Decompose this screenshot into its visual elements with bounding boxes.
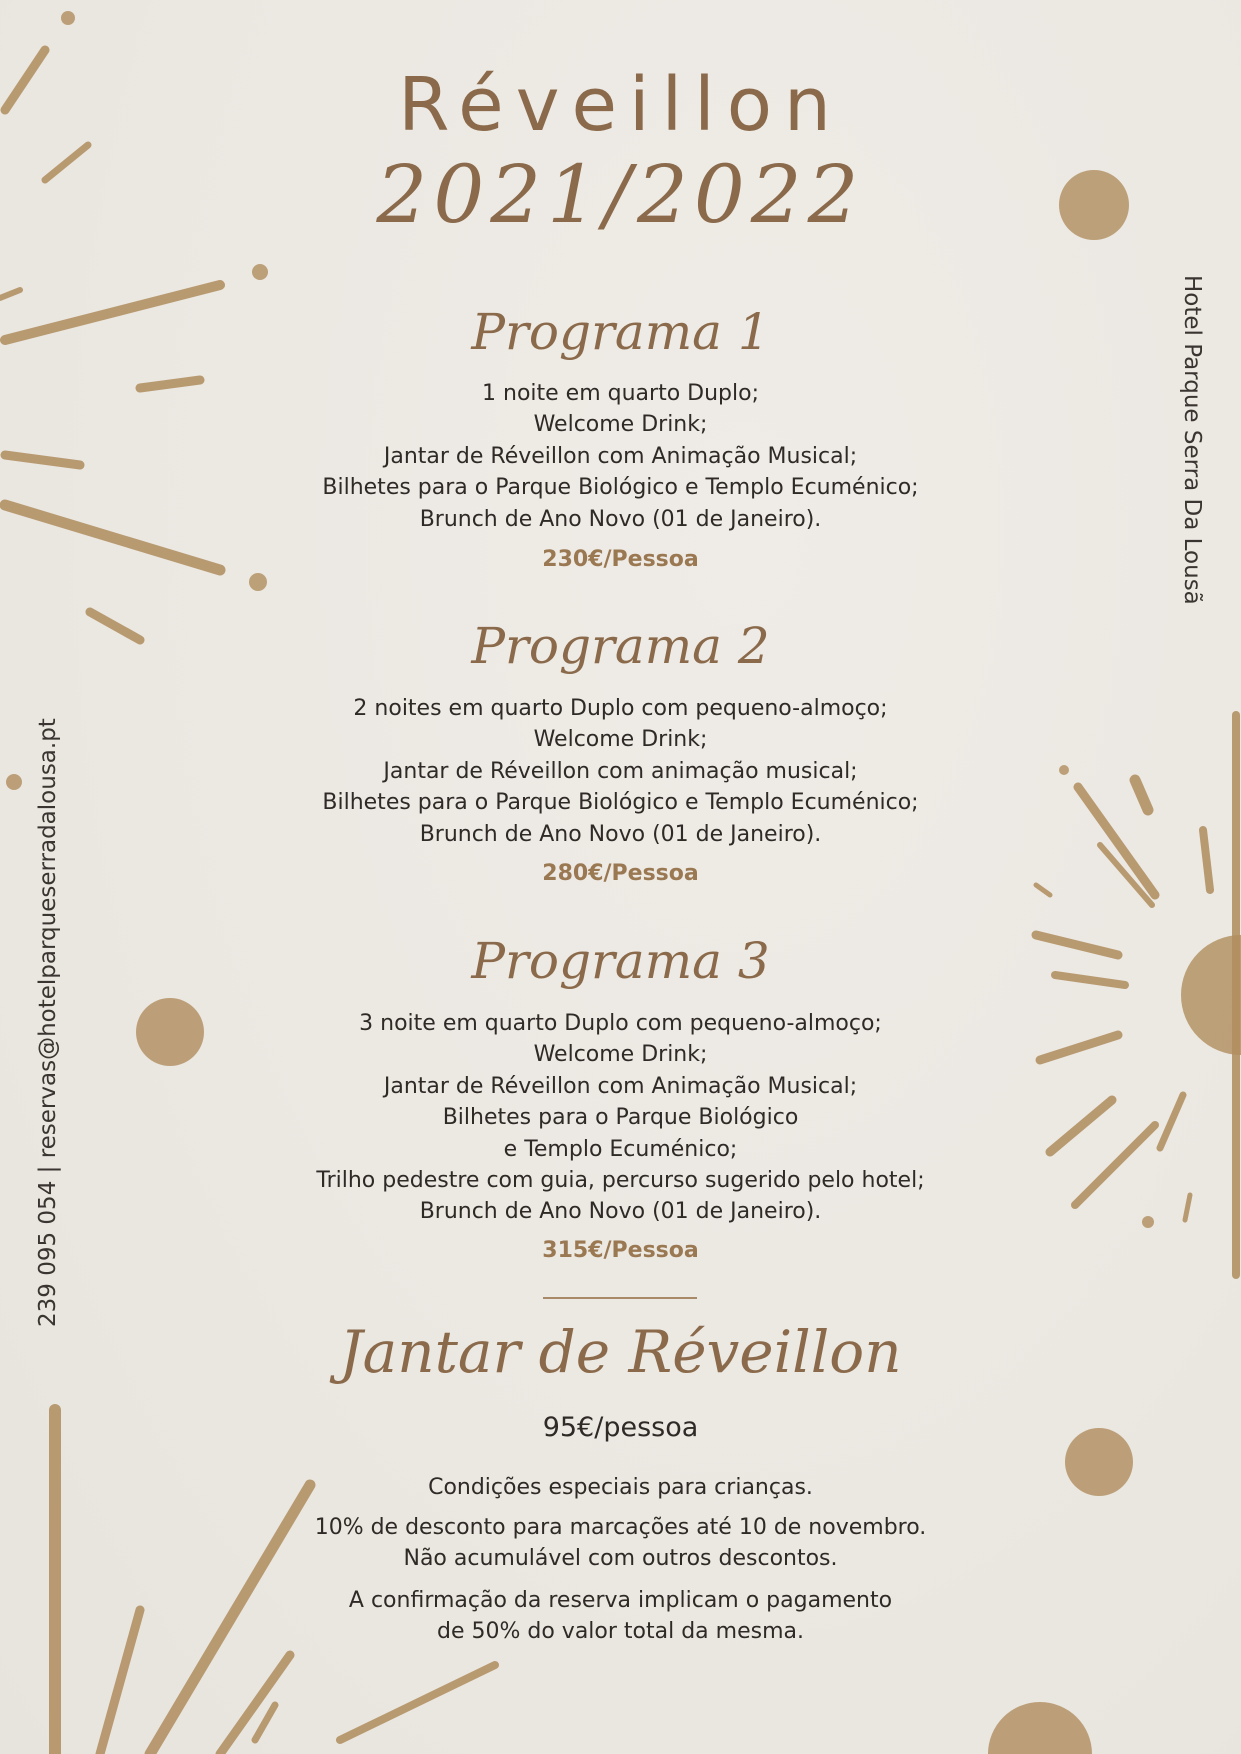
program-line: Trilho pedestre com guia, percurso sugerido pelo hotel; <box>316 1168 925 1193</box>
program-price: 230€/Pessoa <box>542 547 699 572</box>
contact-info: 239 095 054 | reservas@hotelparqueserradalousa.pt <box>35 718 61 1327</box>
program-line: Bilhetes para o Parque Biológico e Templo Ecuménico; <box>322 475 919 500</box>
program-line: Brunch de Ano Novo (01 de Janeiro). <box>419 822 822 847</box>
section-divider <box>543 1297 697 1299</box>
dinner-price: 95€/pessoa <box>542 1412 699 1443</box>
discount-note: 10% de desconto para marcações até 10 de novembro. <box>314 1515 927 1540</box>
children-note: Condições especiais para crianças. <box>428 1475 813 1500</box>
program-price: 315€/Pessoa <box>542 1238 699 1263</box>
program-line: e Templo Ecuménico; <box>503 1137 738 1162</box>
program-line: Welcome Drink; <box>533 1042 708 1067</box>
discount-note: Não acumulável com outros descontos. <box>403 1546 838 1571</box>
program-line: 2 noites em quarto Duplo com pequeno-almoço; <box>353 696 888 721</box>
program-price: 280€/Pessoa <box>542 861 699 886</box>
program-line: Welcome Drink; <box>533 727 708 752</box>
program-line: Bilhetes para o Parque Biológico e Templo Ecuménico; <box>322 790 919 815</box>
event-year: 2021/2022 <box>376 148 865 241</box>
program-line: Brunch de Ano Novo (01 de Janeiro). <box>419 1199 822 1224</box>
contact-vertical <box>35 705 61 1327</box>
confirmation-note: de 50% do valor total da mesma. <box>437 1619 804 1644</box>
program-title: Programa 3 <box>471 932 770 990</box>
program-line: 3 noite em quarto Duplo com pequeno-almoço; <box>359 1011 882 1036</box>
program-line: Bilhetes para o Parque Biológico <box>442 1105 799 1130</box>
program-line: Jantar de Réveillon com animação musical; <box>383 759 858 784</box>
hotel-name: Hotel Parque Serra Da Lousã <box>1179 275 1205 605</box>
hotel-name-vertical <box>1181 275 1205 645</box>
program-line: 1 noite em quarto Duplo; <box>482 381 759 406</box>
program-title: Programa 2 <box>471 617 770 675</box>
page-title: Réveillon <box>398 62 843 148</box>
confirmation-note: A confirmação da reserva implicam o pagamento <box>348 1588 893 1613</box>
program-title: Programa 1 <box>471 303 770 361</box>
dinner-title: Jantar de Réveillon <box>339 1318 902 1386</box>
program-line: Brunch de Ano Novo (01 de Janeiro). <box>419 507 822 532</box>
program-line: Jantar de Réveillon com Animação Musical; <box>383 1074 858 1099</box>
program-line: Welcome Drink; <box>533 412 708 437</box>
program-line: Jantar de Réveillon com Animação Musical; <box>383 444 858 469</box>
